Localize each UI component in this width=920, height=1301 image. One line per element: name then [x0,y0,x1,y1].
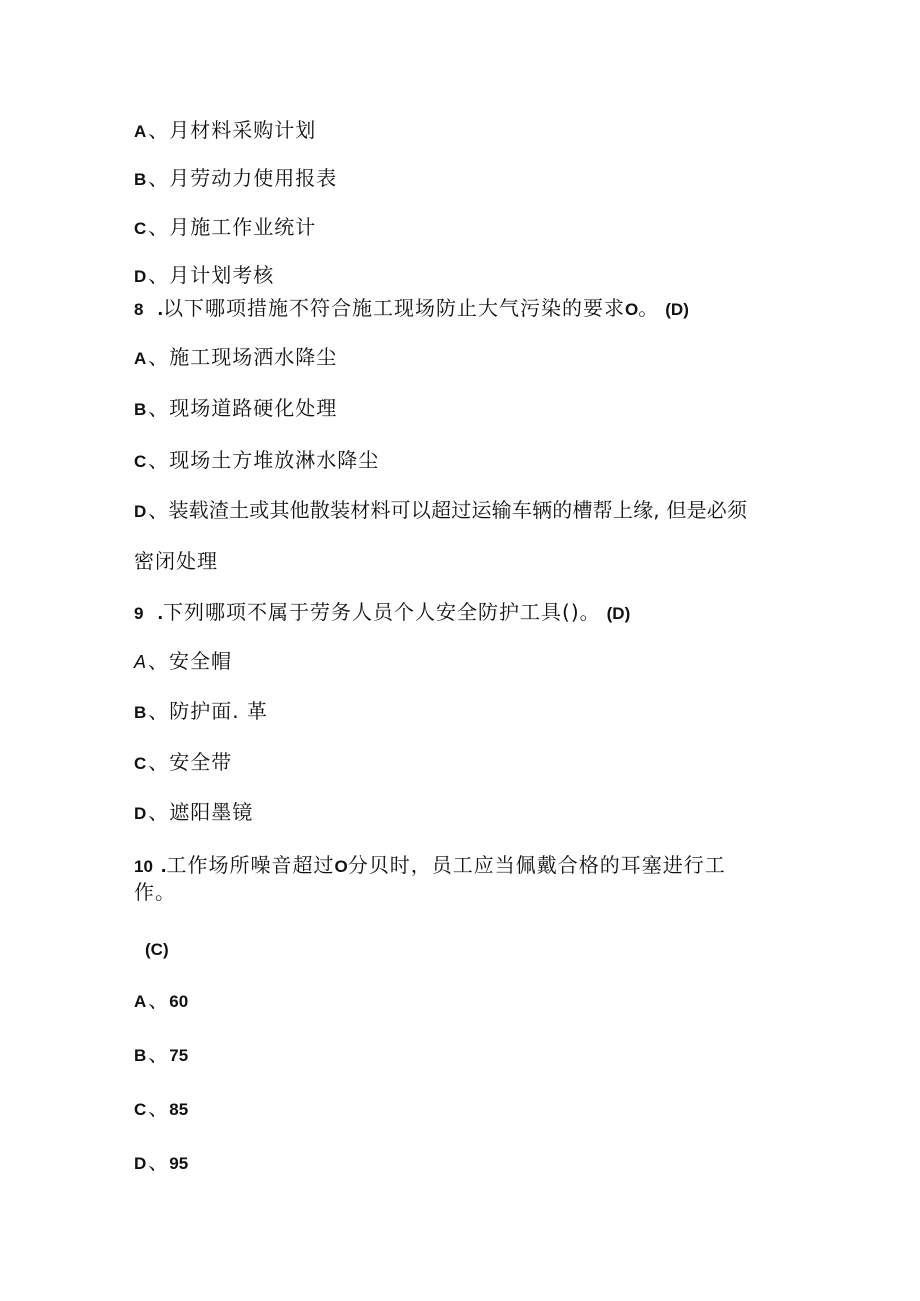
option-text: 现场土方堆放淋水降尘 [169,448,380,472]
question-text-continued: 作。 [134,880,176,904]
option-separator: 、 [148,699,170,723]
answer-key: (D) [665,300,689,319]
q9-option-d [134,800,253,826]
q7-option-a [134,118,316,144]
question-end: 。 [638,296,660,320]
option-label: B [134,170,147,189]
option-text: 安全带 [169,750,233,774]
option-value: 75 [169,1046,189,1065]
option-value: 95 [169,1154,189,1173]
option-label: A [134,652,147,672]
option-separator: 、 [148,263,170,287]
q9-option-b [134,699,268,725]
option-separator: 、 [148,800,170,824]
option-text: 施工现场洒水降尘 [169,345,338,369]
option-text-continued: 密闭处理 [134,549,218,573]
option-label: B [134,1046,147,1065]
option-text: 月劳动力使用报表 [169,166,338,190]
q10-option-a [134,988,188,1014]
option-text: 遮阳墨镜 [169,800,254,824]
option-separator: 、 [148,396,170,420]
option-label: A [134,992,147,1011]
option-label: D [134,502,147,521]
option-label: C [134,754,147,773]
q10-option-d [134,1150,188,1176]
question-blank: O [334,857,348,876]
option-text: 现场道路硬化处理 [169,396,338,420]
option-label: C [134,452,147,471]
option-separator: 、 [148,1042,170,1066]
answer-key: (C) [145,940,169,959]
q8-option-a [134,345,337,371]
q10-question [134,853,726,879]
question-text-part-2: 分贝时，员工应当佩戴合格的耳塞进行工 [347,853,726,877]
question-text: 以下哪项措施不符合施工现场防止大气污染的要求 [163,296,626,320]
option-separator: 、 [148,448,170,472]
q10-option-c [134,1096,188,1122]
option-value: 60 [169,992,189,1011]
question-blank: O [625,300,639,319]
option-label: D [134,804,147,823]
option-separator: 、 [148,988,170,1012]
q7-option-b [134,166,337,192]
option-separator: 、 [148,498,169,522]
q10-question-continued [134,880,176,904]
q8-option-b [134,396,337,422]
q7-option-d [134,263,274,289]
option-text: 月施工作业统计 [169,215,317,239]
option-text: 防护面. 革 [169,699,268,723]
option-text: 装载渣土或其他散装材料可以超过运输车辆的槽帮上缘, 但是必须 [168,498,748,522]
q8-option-d-continued [134,549,218,573]
question-dot: . [157,298,164,320]
option-label: B [134,400,147,419]
option-label: C [134,219,147,238]
option-separator: 、 [148,1096,170,1120]
question-dot: . [157,602,164,624]
question-number: 8 [134,300,144,319]
option-label: B [134,703,147,722]
option-separator: 、 [148,166,170,190]
option-text: 安全帽 [169,649,233,673]
q9-option-c [134,750,232,776]
option-separator: 、 [148,750,170,774]
option-separator: 、 [148,649,170,673]
option-value: 85 [169,1100,189,1119]
option-label: D [134,1154,147,1173]
q10-option-b [134,1042,188,1068]
option-text: 月材料采购计划 [169,118,317,142]
option-separator: 、 [148,345,170,369]
question-text: 下列哪项不属于劳务人员个人安全防护工具()。 [163,600,601,624]
question-number: 10 [134,857,153,876]
option-label: A [134,349,147,368]
option-separator: 、 [148,215,170,239]
option-label: D [134,267,147,286]
q8-option-c [134,448,379,474]
q8-question [134,296,689,322]
question-number: 9 [134,604,144,623]
q9-option-a [134,649,232,674]
answer-key: (D) [606,604,631,623]
q10-answer [145,936,169,962]
q7-option-c [134,215,316,241]
option-separator: 、 [148,118,170,142]
q8-option-d [134,498,747,524]
question-dot: . [160,855,167,877]
option-text: 月计划考核 [169,263,275,287]
option-separator: 、 [148,1150,170,1174]
option-label: C [134,1100,147,1119]
option-label: A [134,122,147,141]
q9-question [134,600,630,626]
question-text-part-1: 工作场所噪音超过 [166,853,335,877]
